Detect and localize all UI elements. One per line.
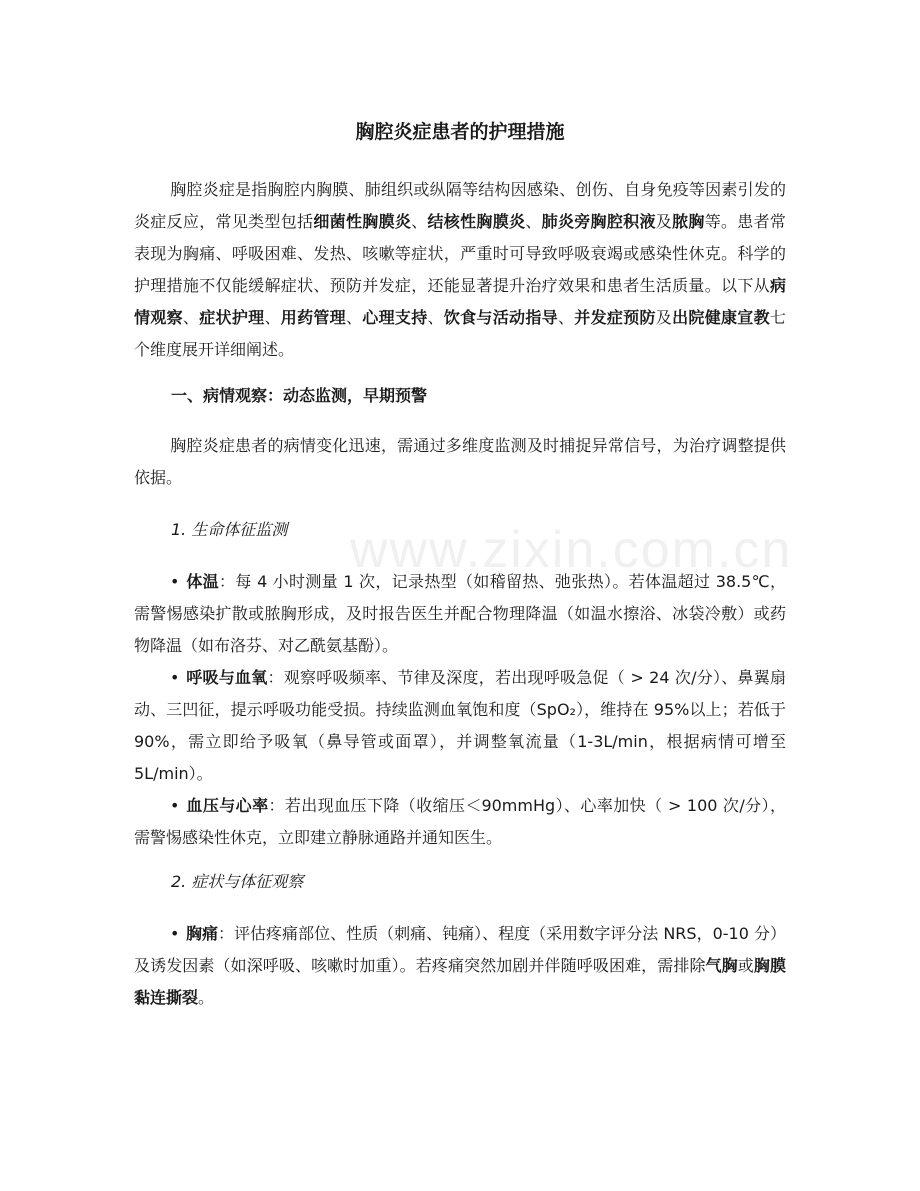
section-heading-1: 一、病情观察：动态监测，早期预警 (171, 386, 428, 405)
list-item: • 血压与心率：若出现血压下降（收缩压＜90mmHg）、心率加快（ > 100 次/分），需警惕感染性休克，立即建立静脉通路并通知医生。 (134, 796, 786, 847)
intro-paragraph: 胸腔炎症是指胸腔内胸膜、肺组织或纵隔等结构因感染、创伤、自身免疫等因素引发的炎症反应，常见类型包括细菌性胸膜炎、结核性胸膜炎、肺炎旁胸腔积液及脓胸等。患者常表现为胸痛、呼吸困难、发热、咳嗽等症状，严重时可导致呼吸衰竭或感染性休克。科学的护理措施不仅能缓解症状、预防并发症，还能显著提升治疗效果和患者生活质量。以下从病情观察、症状护理、用药管理、心理支持、饮食与活动指导、并发症预防及出院健康宣教七个维度展开详细阐述。 (134, 180, 786, 359)
list-item: • 胸痛：评估疼痛部位、性质（刺痛、钝痛）、程度（采用数字评分法 NRS，0-10 分）及诱发因素（如深呼吸、咳嗽时加重）。若疼痛突然加剧并伴随呼吸困难，需排除气胸或胸膜黏连撕裂。 (134, 924, 786, 1007)
section1-paragraph: 胸腔炎症患者的病情变化迅速，需通过多维度监测及时捕捉异常信号，为治疗调整提供依据。 (134, 436, 786, 487)
subsection-heading-symptoms: 2. 症状与体征观察 (171, 872, 304, 891)
list-item: • 体温：每 4 小时测量 1 次，记录热型（如稽留热、弛张热）。若体温超过 38.5℃，需警惕感染扩散或脓胸形成，及时报告医生并配合物理降温（如温水擦浴、冰袋冷敷）或药物降温（如布洛芬、对乙酰氨基酚）。 (134, 572, 786, 655)
symptoms-list (134, 918, 786, 1014)
vitals-list (134, 566, 786, 854)
watermark: www.zixin.com.cn (350, 521, 793, 579)
subsection-heading-vitals: 1. 生命体征监测 (171, 520, 288, 539)
list-item: • 呼吸与血氧：观察呼吸频率、节律及深度，若出现呼吸急促（ > 24 次/分）、鼻翼扇动、三凹征，提示呼吸功能受损。持续监测血氧饱和度（SpO₂），维持在 95%以上；若低于 90%，需立即给予吸氧（鼻导管或面罩），并调整氧流量（1-3L/min，根据病情可增至 5L/min）。 (134, 668, 786, 783)
page-title: 胸腔炎症患者的护理措施 (355, 121, 565, 143)
